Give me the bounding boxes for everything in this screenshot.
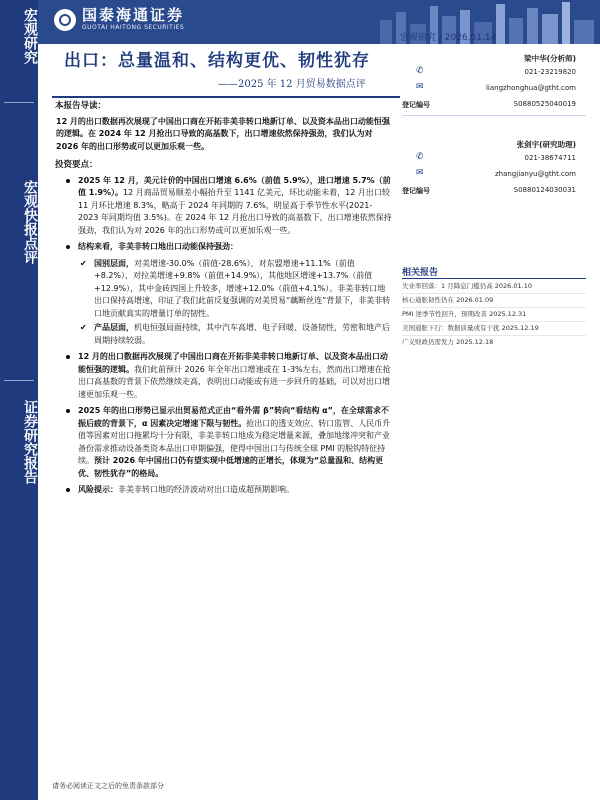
analyst-email[interactable]: zhangjianyu@gtht.com	[494, 170, 576, 178]
risk-warning	[52, 484, 392, 497]
phone-icon: ✆	[416, 66, 424, 76]
analyst-panel	[402, 50, 586, 222]
related-report-item[interactable]: 核心通胀韧性仍在 2026.01.09	[402, 296, 494, 304]
registration-label: 登记编号	[402, 101, 430, 109]
risk-label: 风险提示：	[78, 485, 118, 494]
guide-text: 12 月的出口数据再次展现了中国出口商在开拓非美非转口地新订单、以及资本品出口动能恒强的逻辑。在 2024 年 12 月抢出口导致的高基数下，出口增速依然保持强劲，我们认为对 2026 年的出口形势或可以更加乐观一些。	[56, 116, 390, 151]
registration-number: S0880124030031	[513, 186, 576, 194]
point-4-conclusion: 预计 2026 年中国出口仍有望实现中低增速的正增长，体现为“总量温和、结构更优、韧性犹存”的格局。	[78, 456, 384, 478]
analyst-name: 梁中华(分析师)	[524, 54, 576, 63]
bullet-icon	[66, 179, 70, 183]
header-band	[38, 0, 600, 44]
point-2-lead: 结构来看，非美非转口地出口动能保持强劲：	[78, 242, 238, 251]
point-3-lead: 12 月的出口数据再次展现了中国出口商在开拓非美非转口地新订单、以及资本品出口动能恒强的逻辑。	[78, 352, 388, 374]
sidebar-label-flash: 宏观快报点评	[22, 180, 38, 264]
report-title: 出口：总量温和、结构更优、韧性犹存	[64, 51, 370, 71]
bullet-icon	[66, 245, 70, 249]
related-report-item[interactable]: PMI 逆季节性回升，预期改善 2025.12.31	[402, 310, 527, 318]
analyst-email[interactable]: liangzhonghua@gtht.com	[485, 84, 576, 92]
related-reports-divider	[402, 278, 586, 279]
sub-point-product-lead: 产品层面，	[94, 323, 134, 332]
point-3-body: 我们此前预计 2026 年全年出口增速或在 1-3%左右，然而出口增速在抢出口高基数的背景下依然继续走高，表明出口动能或有进一步回升的基础，可以对出口增速更加乐观一些。	[78, 364, 391, 399]
point-3	[52, 351, 392, 401]
analyst-divider	[402, 115, 586, 116]
analyst-card	[402, 50, 586, 136]
related-separator	[402, 307, 586, 308]
related-reports-title: 相关报告	[402, 268, 439, 278]
related-report-item[interactable]: 美国通胀下行：数据质量或有干扰 2025.12.19	[402, 324, 539, 332]
checkmark-icon: ✔	[80, 323, 87, 332]
registration-label: 登记编号	[402, 187, 430, 195]
brand-mark-icon	[54, 9, 76, 31]
point-1-lead: 2025 年 12 月，美元计价的中国出口增速 6.6%（前值 5.9%），进口增速 5.7%（前值 1.9%）。	[78, 175, 391, 197]
point-4-body: 抢出口的透支效应、转口监管、人民币升值等因素对出口拖累均十分有限，非美非转口地成为稳定增量来源，叠加地缘冲突和产业备份需求推动设备类资本品出口申期偏强，使得中国出口与传统全球 PMI 的脱钩特征持续。	[78, 418, 391, 465]
sidebar-divider	[4, 102, 34, 103]
bullet-icon	[66, 488, 70, 492]
sub-point-country	[52, 258, 392, 321]
analyst-phone: 021-38674711	[524, 154, 576, 162]
point-4	[52, 405, 392, 480]
related-separator	[402, 335, 586, 336]
phone-icon: ✆	[416, 152, 424, 162]
email-icon: ✉	[416, 82, 424, 92]
sub-point-product-body: 机电恒强局面持续，其中汽车高增、电子回暖、设备韧性，劳密和地产后周期持续较弱。	[94, 323, 390, 345]
related-report-item[interactable]: 广义财政仍需发力 2025.12.18	[402, 338, 494, 346]
analyst-card	[402, 136, 586, 222]
related-separator	[402, 293, 586, 294]
checkmark-icon: ✔	[80, 258, 87, 268]
report-subtitle: ——2025 年 12 月贸易数据点评	[218, 79, 366, 90]
analyst-name: 张剑宇(研究助理)	[516, 140, 576, 149]
sidebar-label-report: 证券研究报告	[22, 400, 38, 484]
related-report-item[interactable]: 失业率回落：1 月降息门槛仍高 2026.01.10	[402, 282, 532, 290]
main-content	[52, 100, 392, 501]
brand-name-en: GUOTAI HAITONG SECURITIES	[82, 24, 185, 31]
category-date: 宏观研究 / 2026.01.14	[400, 33, 497, 43]
brand-name-cn: 国泰海通证券	[82, 6, 185, 24]
email-icon: ✉	[416, 168, 424, 178]
sidebar-divider	[4, 380, 34, 381]
sidebar-label-macro: 宏观研究	[22, 8, 38, 64]
point-4-lead: 2025 年的出口形势已显示出贸易范式正由“看外需 β”转向“看结构 α”，在全球需求不振后疲的背景下，α 因素决定增速下限与韧性。	[78, 406, 389, 428]
bullet-icon	[66, 409, 70, 413]
left-sidebar	[0, 0, 38, 800]
sub-point-country-body: 对美增速-30.0%（前值-28.6%），对东盟增速+11.1%（前值+8.2%），对拉美增速+9.8%（前值+14.9%），其他地区增速+13.7%（前值+12.9%），其中金砖四国上升较多，增速+12.0%（前值+4.1%）。非美非转口地出口保持高增速，印证了我们此前反复强调的对美贸易“藕断丝连”背景下，非美非转口地贡献真实的增量订单的韧性。	[94, 258, 391, 318]
disclaimer-footer: 请务必阅读正文之后的免责条款部分	[52, 782, 164, 790]
sub-point-country-lead: 国别层面，	[94, 258, 134, 268]
point-2	[52, 241, 392, 254]
point-1-body: 12 月商品贸易顺差小幅抬升至 1141 亿美元，环比动能未着，12 月出口较 11 月环比增速 8.3%，略高于 2024 年同期的 7.6%，明显高于季节性水平(2021-2023 年同期均值 3.5%)。在 2024 年 12 月抢出口导致的高基数下，出口增速依然保持强劲，我们认为对 2026 年的出口形势或可以更加乐观一些。	[78, 188, 392, 235]
sub-point-product	[52, 322, 392, 347]
points-title: 投资要点：	[55, 160, 98, 170]
risk-text: 非美非转口地的经济波动对出口造成超预期影响。	[118, 485, 294, 494]
brand-logo	[54, 7, 184, 32]
title-divider	[52, 96, 400, 98]
analyst-phone: 021-23219820	[524, 68, 576, 76]
bullet-icon	[66, 355, 70, 359]
registration-number: S0880525040019	[513, 100, 576, 108]
guide-title: 本报告导读：	[55, 101, 107, 111]
point-1	[52, 175, 392, 238]
related-separator	[402, 321, 586, 322]
